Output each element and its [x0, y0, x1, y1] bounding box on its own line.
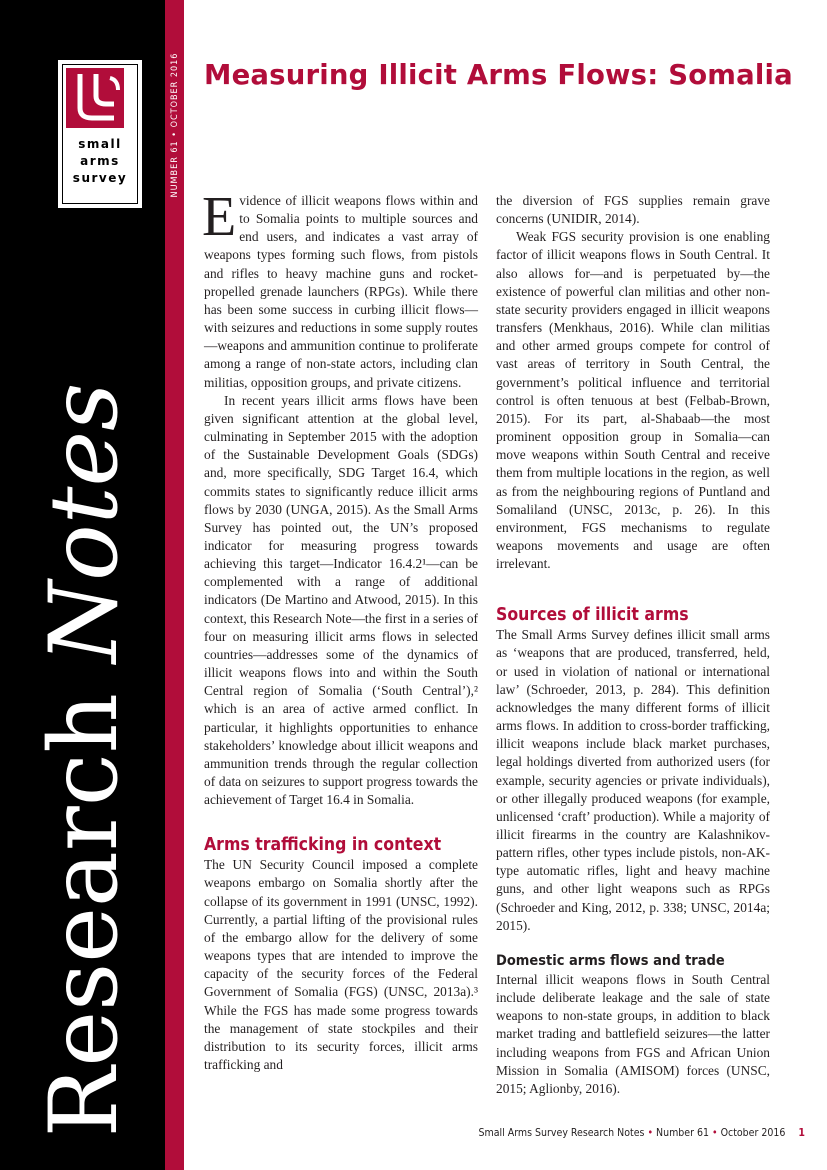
body-paragraph: The UN Security Council imposed a complete weapons embargo on Somalia shortly after the collapse of its government in 1991 (UNSC, 1992). Currently, a partial lifting of the provisional rules of the embargo allow for the delivery of some weapons types that are intended to improve the capacity of the security forces of the Federal Government of Somalia (FGS) (UNSC, 2013a).³ While the FGS has made some progress towards the management of state stockpiles and their distribution to its security forces, illicit arms trafficking and: [204, 857, 478, 1073]
logo-word: arms: [80, 154, 120, 168]
body-paragraph-continued: the diversion of FGS supplies remain grave concerns (UNIDIR, 2014).: [496, 193, 770, 227]
subsection-heading-domestic: Domestic arms flows and trade: [496, 952, 725, 969]
page-number: 1: [798, 1127, 805, 1139]
logo-wordmark: [58, 136, 142, 187]
body-paragraph: Weak FGS security provision is one enabling factor of illicit weapons flows in South Central. It also allows for—and is perpetuated by—the existence of powerful clan militias and other non-state security providers engaged in illicit weapons transfers (Menkhaus, 2016). While clan militias and other armed groups compete for control of vast areas of territory in South Central, the government’s political influence and territorial control is often tenuous at best (Felbab-Brown, 2015). For its part, al-Shabaab—the most prominent opposition group in Somalia—can move weapons within South Central and receive them from multiple locations in the region, as well as from the neighbouring regions of Puntland and Somaliland (UNSC, 2013c, p. 26). In this environment, FGS mechanisms to regulate weapons movements and usage are often irrelevant.: [496, 229, 770, 572]
article-title: Measuring Illicit Arms Flows: Somalia: [204, 59, 793, 91]
footer-date: October 2016: [720, 1127, 786, 1139]
section-heading-sources: Sources of illicit arms: [496, 605, 689, 626]
logo-mark-icon: [66, 68, 124, 128]
series-title-research: Research: [30, 692, 139, 1138]
intro-paragraph: Evidence of illicit weapons flows within and to Somalia points to multiple sources and end users, and indicates a vast array of weapons types forming such flows, from pistols and rifles to heavy machine guns and rocket-propelled grenade launchers (RPGs). While there has been some success in curbing illicit flows—with seizures and reductions in some supply routes—weapons and ammunition continue to proliferate among a range of non-state actors, including clan militias, opposition groups, and private citizens.: [202, 186, 478, 390]
right-column: [496, 192, 770, 1098]
footer-number: Number 61: [656, 1127, 709, 1139]
series-title: [30, 382, 139, 1138]
footer-publication: Small Arms Survey Research Notes: [478, 1127, 645, 1139]
logo-word: survey: [72, 171, 128, 185]
black-sidebar: [0, 0, 165, 1170]
body-paragraph: The Small Arms Survey defines illicit small arms as ‘weapons that are produced, transferred, held, or used in violation of national or international law’ (Schroeder, 2013, p. 284). This definition acknowledges the many different forms of illicit arms flows. In addition to cross-border trafficking, illicit weapons include black market purchases, legal holdings diverted from authorized users (for example, security agencies or private individuals), or other illegally produced weapons (for example, unlicensed ‘craft’ production). While a majority of illicit firearms in the country are Kalashnikov-pattern rifles, other types include pistols, non-AK-type automatic rifles, light and heavy machine guns, and other light weapons such as RPGs (Schroeder and King, 2012, p. 338; UNSC, 2014a; 2015).: [496, 627, 770, 933]
logo-word: small: [78, 137, 122, 151]
left-column: [202, 186, 478, 1074]
body-paragraph: In recent years illicit arms flows have been given significant attention at the global level, culminating in September 2015 with the adoption of the Sustainable Development Goals (SDGs) and, more specifically, SDG Target 16.4, which commits states to significantly reduce illicit arms flows by 2030 (UNGA, 2015). As the Small Arms Survey has pointed out, the UN’s proposed indicator for measuring progress towards achieving this target—Indicator 16.4.2¹—can be complemented with a range of additional indicators (De Martino and Atwood, 2015). In this context, this Research Note—the first in a series of four on measuring illicit arms flows in selected countries—addresses some of the dynamics of illicit weapons flows into and within the South Central region of Somalia (‘South Central’),² which is an area of active armed conflict. In particular, it highlights opportunities to enhance stakeholders’ knowledge about illicit weapons and ammunition trends through the regular collection of data on seizures to support progress towards the achievement of Target 16.4 in Somalia.: [204, 392, 478, 808]
small-arms-survey-logo: [58, 60, 142, 208]
section-heading-arms-trafficking: Arms trafficking in context: [204, 835, 442, 856]
issue-number-date: NUMBER 61 • OCTOBER 2016: [169, 52, 180, 198]
page-footer: Small Arms Survey Research Notes • Number 61 • October 2016 1: [478, 1127, 805, 1139]
body-paragraph: Internal illicit weapons flows in South Central include deliberate leakage and the sale of state weapons to non-state groups, in addition to black market trading and battlefield seizures—the latter including weapons from FGS and African Union Mission in Somalia (AMISOM) forces (UNSC, 2015; Aglionby, 2016).: [496, 971, 770, 1096]
series-title-notes: Notes: [30, 382, 139, 664]
drop-cap: E: [202, 186, 237, 248]
